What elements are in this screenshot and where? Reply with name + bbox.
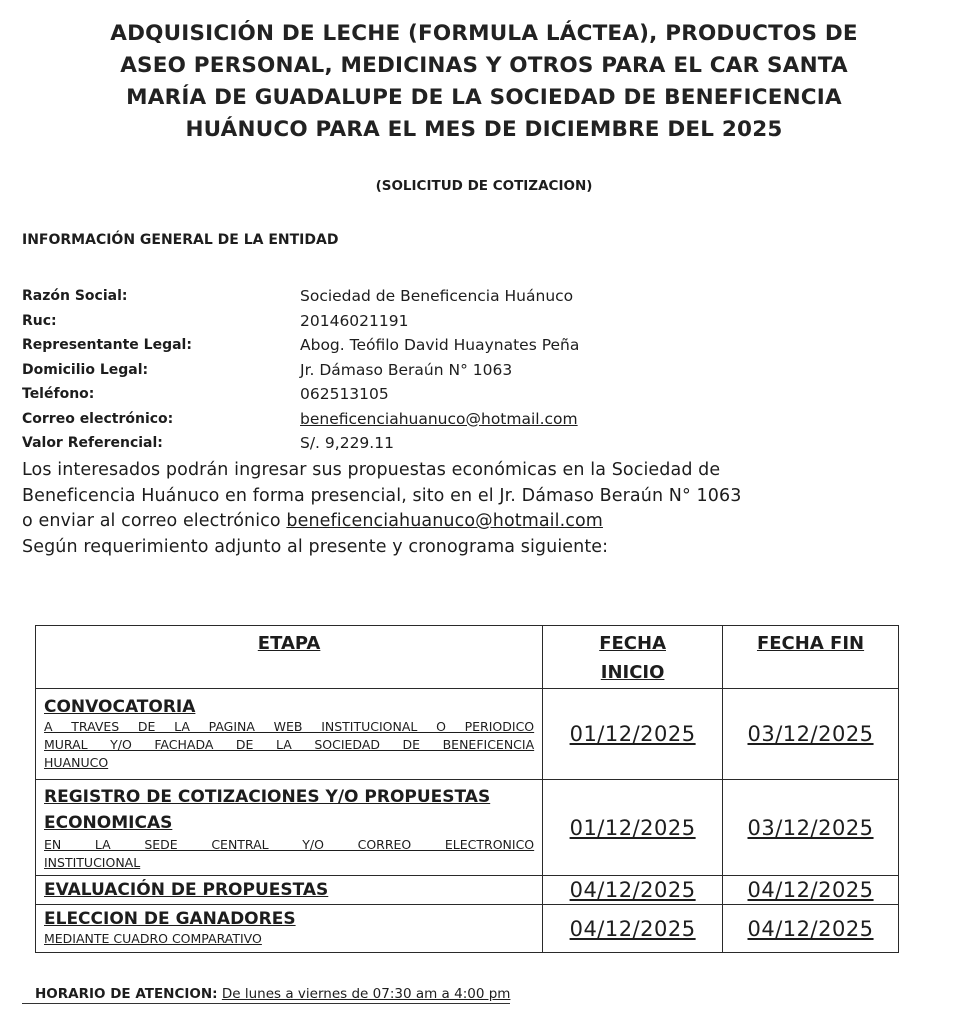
title-line: MARÍA DE GUADALUPE DE LA SOCIEDAD DE BENEFICENCIA [126,85,842,110]
start-date: 01/12/2025 [543,780,723,876]
info-label: Teléfono: [22,386,95,402]
section-heading: INFORMACIÓN GENERAL DE LA ENTIDAD [22,232,339,248]
info-label: Razón Social: [22,288,128,304]
info-label: Correo electrónico: [22,410,174,427]
end-date: 03/12/2025 [723,689,899,780]
end-date: 04/12/2025 [723,876,899,905]
table-row [36,689,899,780]
info-label: Domicilio Legal: [22,361,149,378]
start-date: 04/12/2025 [543,876,723,905]
header-start-date [543,626,723,689]
info-value: Jr. Dámaso Beraún N° 1063 [300,360,513,379]
info-label: Representante Legal: [22,337,192,353]
stage-title: ELECCION DE GANADORES [44,909,296,929]
document-subtitle: (SOLICITUD DE COTIZACION) [375,178,593,194]
title-line: HUÁNUCO PARA EL MES DE DICIEMBRE DEL 2025 [185,117,783,142]
header-start-line: INICIO [600,662,665,683]
stage-title: CONVOCATORIA [44,696,196,717]
info-value: Sociedad de Beneficencia Huánuco [300,287,574,305]
start-date: 01/12/2025 [543,689,723,780]
table-row [36,876,899,905]
schedule-table [35,625,899,953]
title-line: ASEO PERSONAL, MEDICINAS Y OTROS PARA EL CAR SANTA [120,53,848,78]
stage-cell [36,780,543,876]
office-hours [22,986,510,1004]
stage-title [44,880,534,901]
table-header-row [36,626,899,689]
stage-desc-line: EN LA SEDE CENTRAL Y/O CORREO ELECTRONICO [44,836,535,852]
paragraph-line: Beneficencia Huánuco en forma presencial, sito en el Jr. Dámaso Beraún N° 1063 [22,485,742,506]
stage-cell [36,689,543,780]
stage-cell [36,876,543,905]
paragraph-line: Los interesados podrán ingresar sus propuestas económicas en la Sociedad de [22,460,721,480]
header-stage: ETAPA [36,626,543,689]
email-link[interactable]: beneficenciahuanuco@hotmail.com [300,409,578,428]
header-start-line: FECHA [599,633,666,654]
info-label: Ruc: [22,312,57,329]
table-row [36,905,899,953]
office-hours-value: De lunes a viernes de 07:30 am a 4:00 pm [221,986,511,1002]
info-label: Valor Referencial: [22,435,163,451]
instructions-paragraph [22,458,922,560]
paragraph-line: Según requerimiento adjunto al presente y cronograma siguiente: [22,536,609,557]
paragraph-email-link[interactable]: beneficenciahuanuco@hotmail.com [286,511,603,531]
stage-desc-line: INSTITUCIONAL [44,854,141,870]
paragraph-line [22,509,922,535]
document-title [40,18,928,146]
stage-desc-line: MEDIANTE CUADRO COMPARATIVO [44,931,262,946]
stage-title-text: EVALUACIÓN DE PROPUESTAS [44,879,329,900]
end-date: 04/12/2025 [723,905,899,953]
start-date: 04/12/2025 [543,905,723,953]
stage-desc-line: HUANUCO [44,754,109,770]
end-date: 03/12/2025 [723,780,899,876]
paragraph-text: o enviar al correo electrónico [22,511,287,531]
title-line: ADQUISICIÓN DE LECHE (FORMULA LÁCTEA), PRODUCTOS DE [110,21,858,46]
header-end-date: FECHA FIN [723,626,899,689]
stage-desc-line: A TRAVES DE LA PAGINA WEB INSTITUCIONAL O PERIODICO [44,718,535,734]
info-value: 20146021191 [300,311,409,330]
info-value: S/. 9,229.11 [300,434,394,452]
table-row [36,780,899,876]
info-value: 062513105 [300,385,389,403]
stage-desc-line: MURAL Y/O FACHADA DE LA SOCIEDAD DE BENEFICENCIA [44,736,535,752]
stage-title: REGISTRO DE COTIZACIONES Y/O PROPUESTAS ECONOMICAS [44,786,491,833]
office-hours-label: HORARIO DE ATENCION: [35,986,218,1002]
info-value: Abog. Teófilo David Huaynates Peña [300,336,580,354]
stage-cell [36,905,543,953]
